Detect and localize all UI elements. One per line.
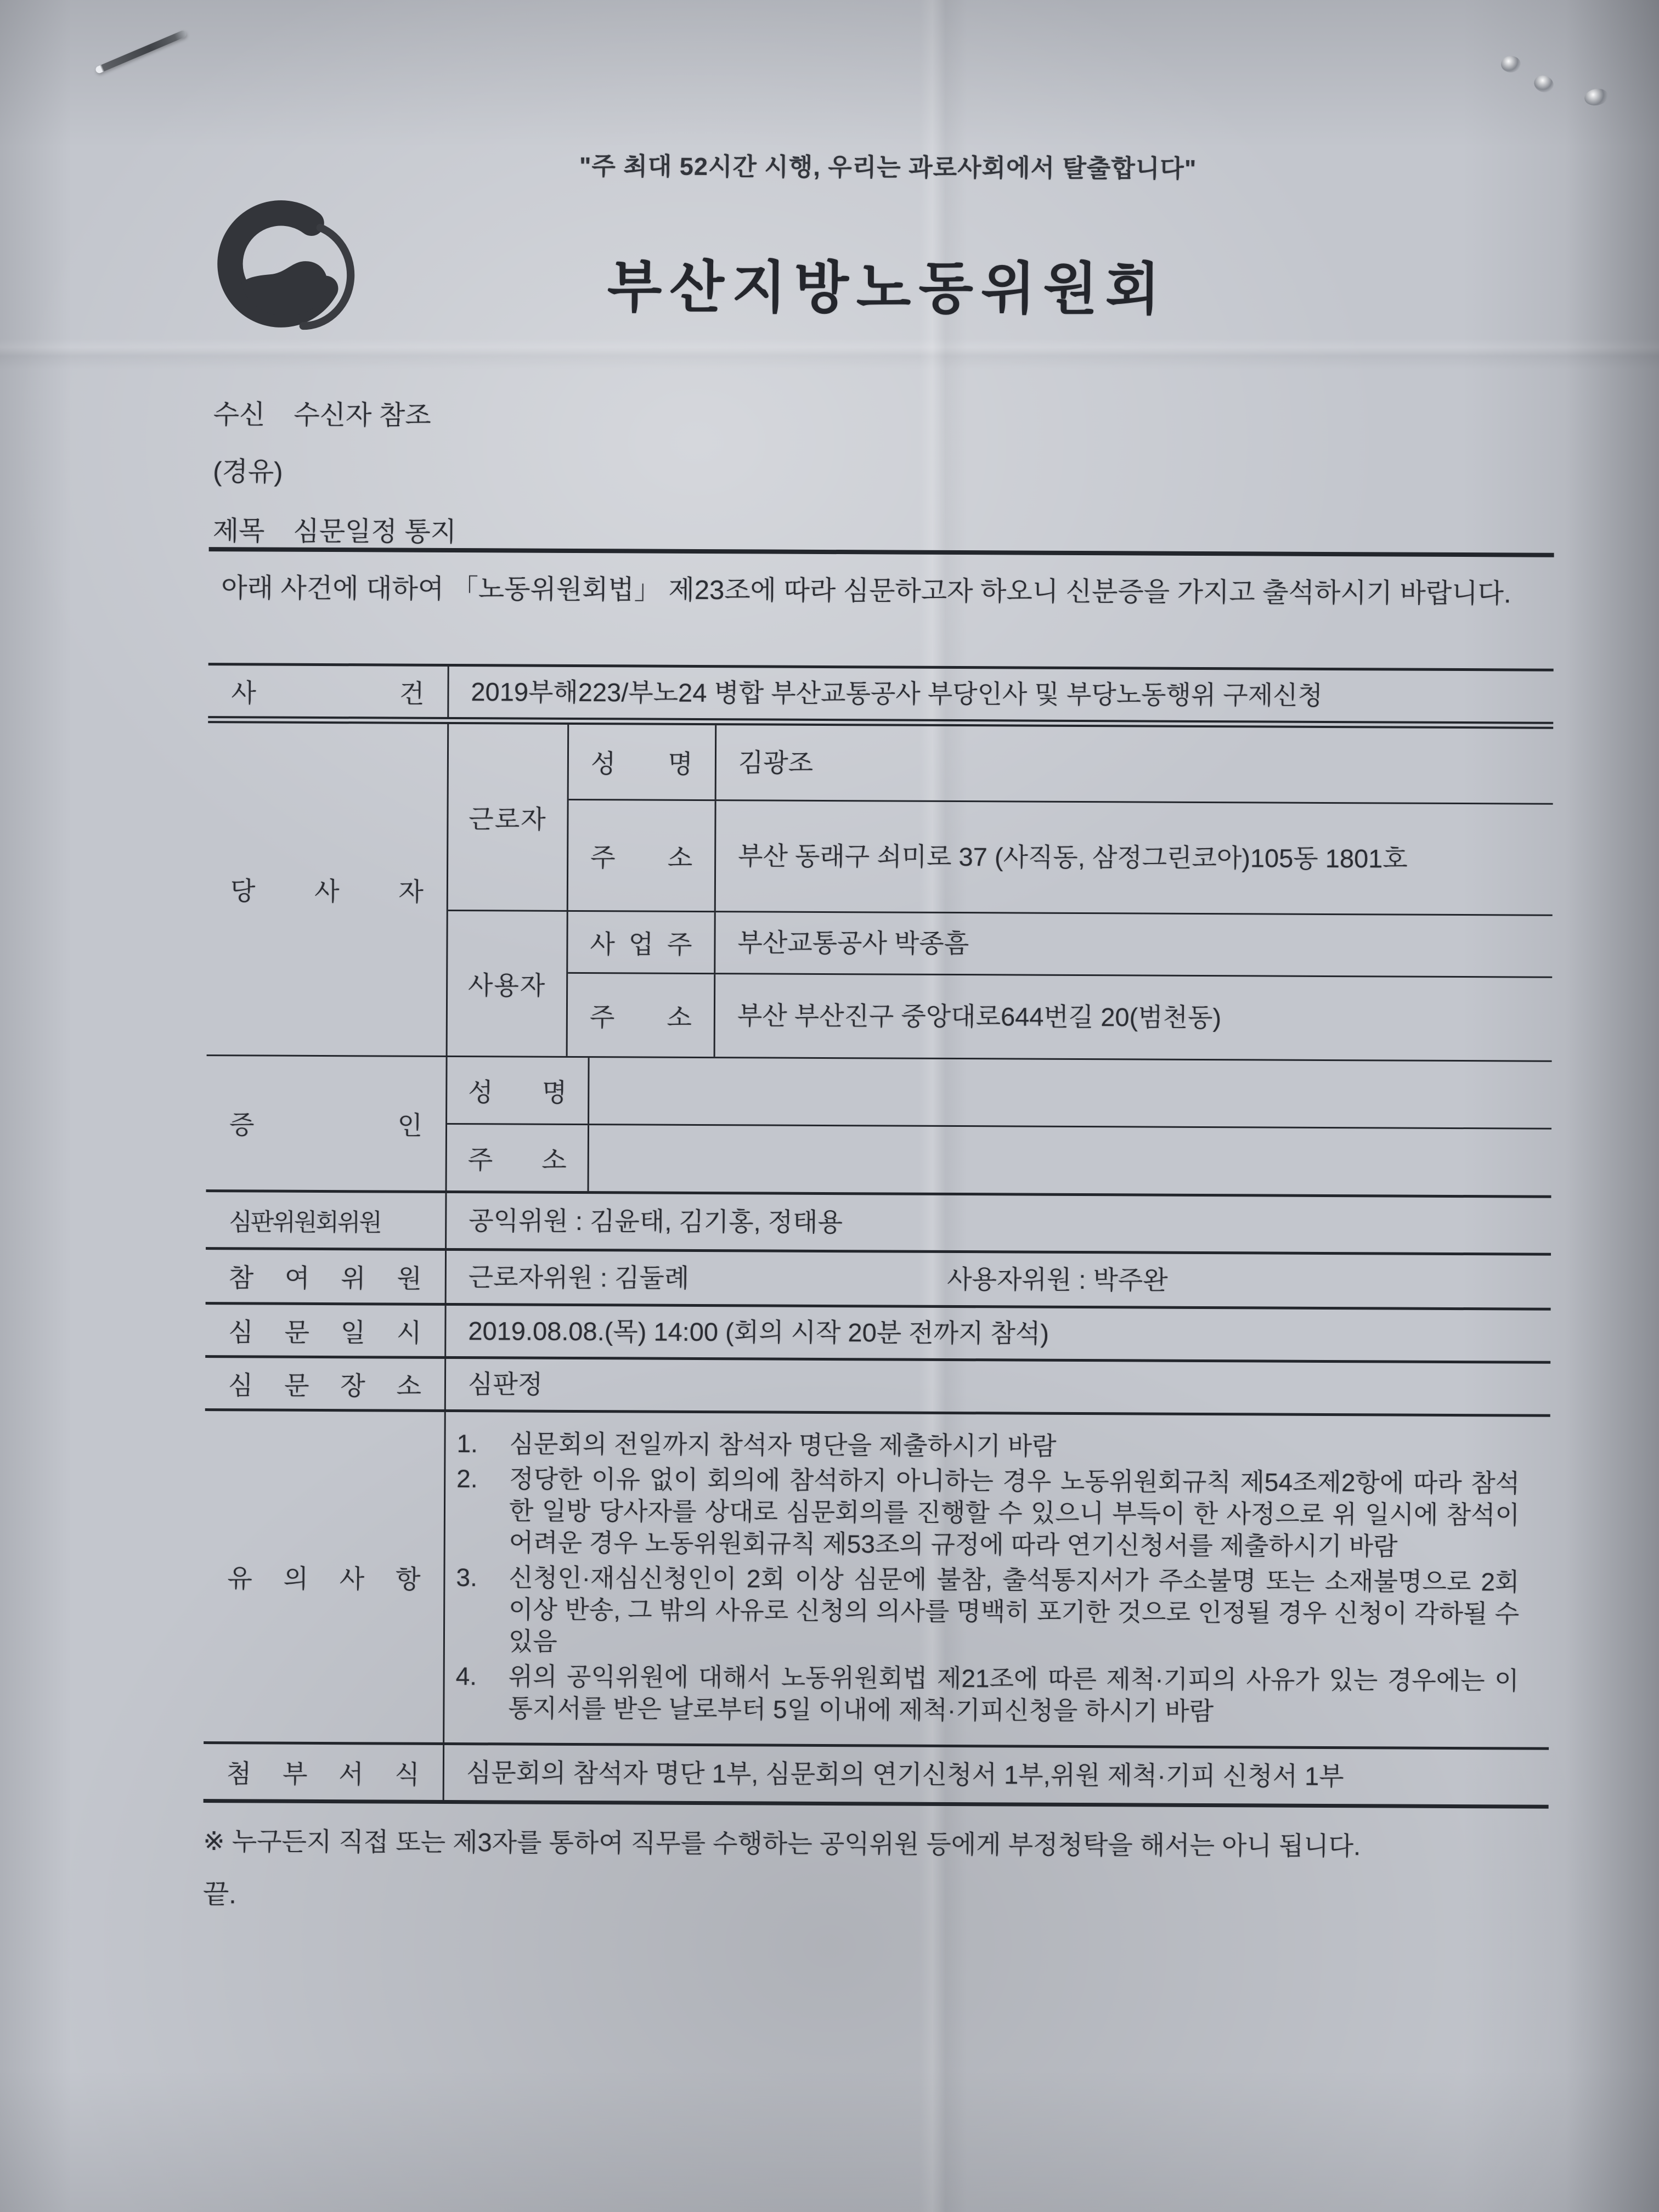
parties-row <box>207 723 1554 1062</box>
worker-name-value: 김광조 <box>738 747 814 777</box>
attachments-row <box>204 1744 1549 1805</box>
panel-value: 공익위원 : 김윤태, 김기홍, 정태용 <box>469 1206 843 1237</box>
recipient-value: 수신자 참조 <box>294 400 431 431</box>
subject-line <box>213 510 457 549</box>
end-mark: 끝. <box>202 1880 236 1910</box>
worker-address-row <box>568 800 1553 915</box>
participants-row <box>206 1250 1551 1311</box>
employer-owner-label-cell: 사 업 주 <box>568 912 715 973</box>
hearing-datetime-value: 2019.08.08.(목) 14:00 (회의 시작 20분 전까지 참석) <box>468 1316 1049 1348</box>
witness-name-row <box>447 1057 1552 1130</box>
attachments-value: 심문회의 참석자 명단 1부, 심문회의 연기신청서 1부,위원 제척·기피 신청서 1부 <box>466 1758 1344 1791</box>
hearing-datetime-label-cell: 심 문 일 시 <box>205 1305 446 1356</box>
worker-address-value: 부산 동래구 쇠미로 37 (사직동, 삼정그린코아)105동 1801호 <box>738 841 1408 873</box>
attachments-label-cell: 첨 부 서 식 <box>204 1744 444 1800</box>
note-item: 4. 위의 공익위원에 대해서 노동위원회법 제21조에 따른 제척·기피의 사유가 있는 경우에는 이 통지서를 받은 날로부터 5일 이내에 제척·기피신청을 하시기 바람 <box>455 1662 1519 1726</box>
employer-address-label-cell: 주 소 <box>568 974 716 1057</box>
case-value: 2019부해223/부노24 병합 부산교통공사 부당인사 및 부당노동행위 구제신청 <box>471 677 1323 710</box>
panel-label-cell: 심판위원회위원 <box>206 1192 447 1248</box>
participants-value <box>447 1251 1551 1308</box>
employer-label-cell: 사용자 <box>448 911 568 1056</box>
note-item: 2. 정당한 이유 없이 회의에 참석하지 아니하는 경우 노동위원회규칙 제54조제2항에 따라 참석한 일방 당사자를 상대로 심문회의를 진행할 수 있으니 부득이 한 사정으로 위 일시에 참석이 어려운 경우 노동위원회규칙 제53조의 규정에 따라 연기신청서를 제출하시기 바람 <box>456 1464 1520 1561</box>
witness-address-value <box>589 1125 1552 1195</box>
intro-paragraph: 아래 사건에 대하여 「노동위원회법」 제23조에 따라 심문하고자 하오니 신분증을 가지고 출석하시기 바랍니다. <box>221 573 1511 609</box>
government-slogan: "주 최대 52시간 시행, 우리는 과로사회에서 탈출합니다" <box>579 152 1197 183</box>
participants-label-cell: 참 여 위 원 <box>206 1250 447 1303</box>
notes-row <box>204 1411 1550 1750</box>
hearing-place-row <box>205 1358 1550 1417</box>
anti-graft-footnote: ※ 누구든지 직접 또는 제3자를 통하여 직무를 수행하는 공익위원 등에게 부정청탁을 해서는 아니 됩니다. <box>203 1826 1361 1861</box>
recipient-line <box>213 393 458 433</box>
witness-address-label-cell: 주 소 <box>447 1125 590 1191</box>
panel-row <box>206 1192 1551 1256</box>
worker-label-cell: 근로자 <box>448 724 569 910</box>
note-item: 1. 심문회의 전일까지 참석자 명단을 제출하시기 바람 <box>456 1429 1057 1460</box>
witness-label-cell: 증 인 <box>206 1056 448 1190</box>
hearing-datetime-row <box>205 1305 1550 1364</box>
employer-owner-row <box>568 912 1552 978</box>
recipient-label: 수신 <box>213 400 266 430</box>
witness-name-label-cell: 성 명 <box>447 1057 590 1124</box>
note-item: 3. 신청인·재심신청인이 2회 이상 심문에 불참, 출석통지서가 주소불명 또는 소재불명으로 2회 이상 반송, 그 밖의 사유로 신청의 의사를 명백히 포기한 것으로 인정될 경우 신청이 각하될 수 있음 <box>456 1563 1520 1656</box>
worker-name-row <box>569 725 1554 805</box>
notes-label-cell: 유 의 사 항 <box>204 1411 446 1742</box>
employer-owner-value: 부산교통공사 박종흠 <box>737 928 969 958</box>
hearing-notice-table-wrap <box>203 663 1554 1917</box>
employer-address-value: 부산 부산진구 중앙대로644번길 20(범천동) <box>737 1001 1222 1032</box>
worker-member: 근로자위원 : 김둘례 <box>468 1262 690 1293</box>
hearing-notice-table <box>204 663 1554 1809</box>
hearing-place-value: 심판정 <box>467 1369 543 1399</box>
worker-address-label-cell: 주 소 <box>568 800 716 911</box>
employer-group-row <box>448 911 1553 1060</box>
worker-name-label-cell: 성 명 <box>569 725 717 799</box>
worker-group-row <box>448 724 1553 916</box>
witness-address-row <box>447 1125 1552 1195</box>
subject-value: 심문일정 통지 <box>293 516 457 548</box>
parties-label-cell: 당 사 자 <box>207 723 449 1056</box>
employer-member: 사용자위원 : 박주완 <box>947 1264 1168 1295</box>
subject-label: 제목 <box>212 516 265 546</box>
notes-list <box>444 1412 1550 1747</box>
header-divider <box>209 547 1554 557</box>
employer-address-row <box>568 974 1553 1060</box>
witness-row <box>206 1056 1552 1198</box>
case-row <box>208 665 1553 729</box>
witness-name-value <box>589 1058 1552 1128</box>
via-line: (경유) <box>213 457 283 487</box>
case-label-cell: 사 건 <box>208 665 449 717</box>
hearing-place-label-cell: 심 문 장 소 <box>205 1358 446 1409</box>
agency-title: 부산지방노동위원회 <box>607 255 1168 321</box>
letter-header <box>213 393 458 549</box>
